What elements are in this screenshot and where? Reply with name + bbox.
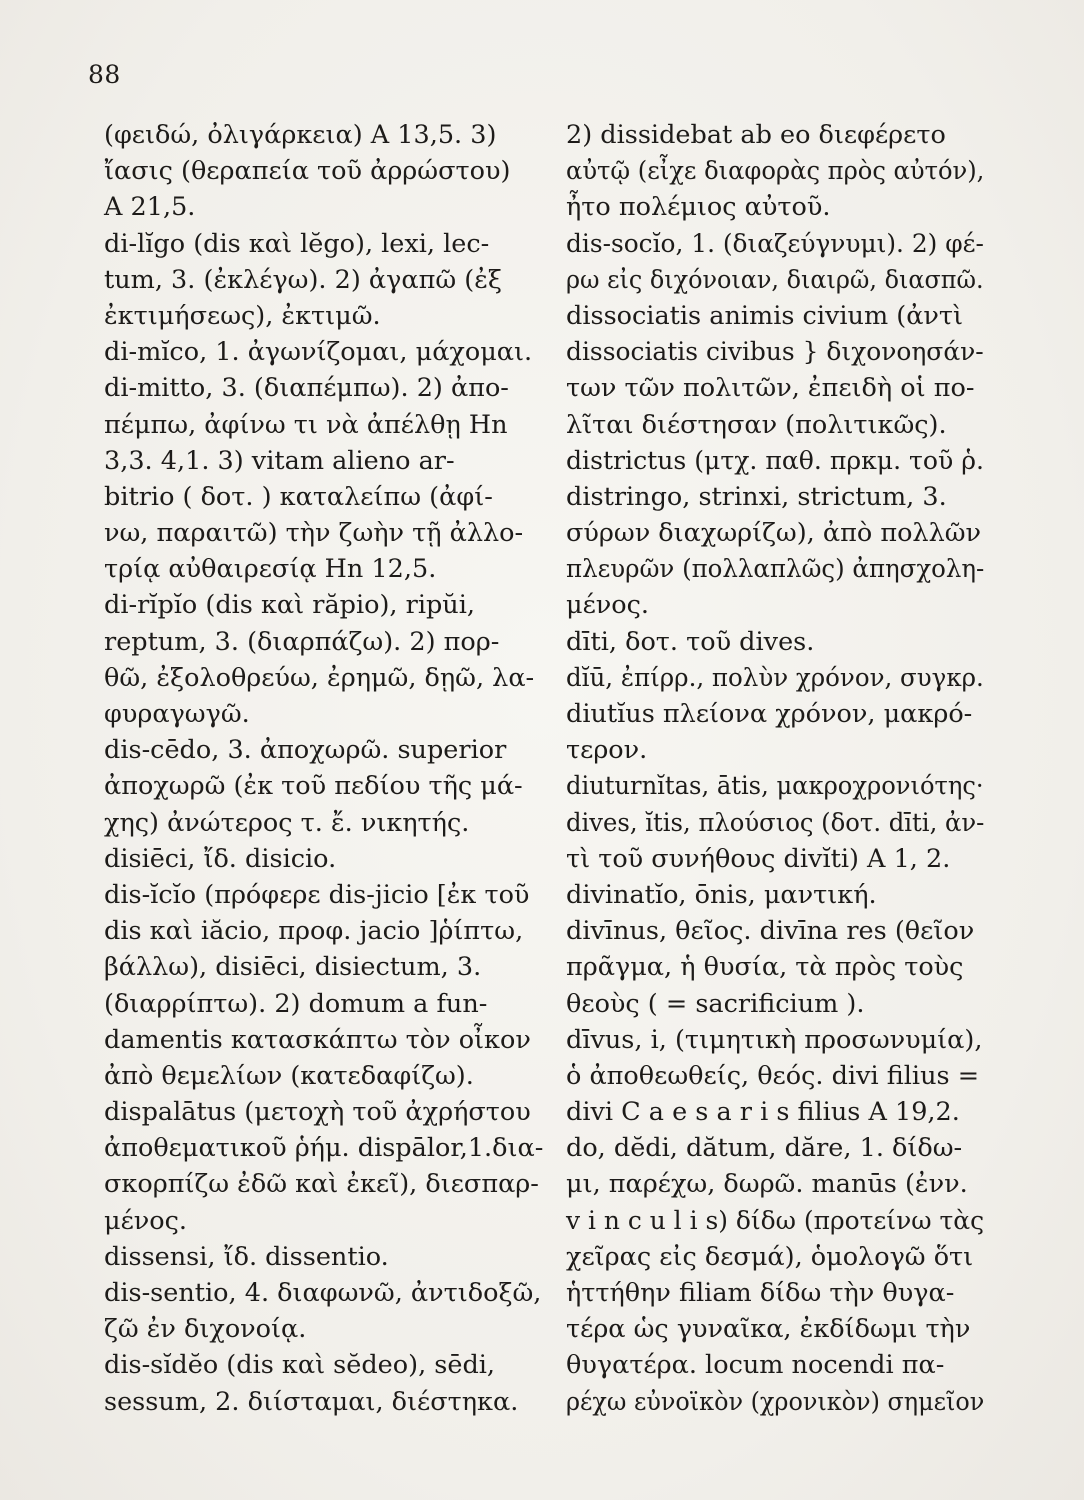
right-column bbox=[566, 117, 984, 1420]
text-line: dissociatis civibus } διχονοησάν- bbox=[566, 337, 984, 368]
text-line: ρέχω εὐνοϊκὸν (χρονικὸν) σημεῖον bbox=[566, 1386, 985, 1417]
text-line: (φειδώ, ὀλιγάρκεια) Α 13,5. 3) bbox=[104, 120, 497, 150]
text-line: σκορπίζω ἐδῶ καὶ ἐκεῖ), διεσπαρ- bbox=[104, 1169, 539, 1200]
text-line: ρω εἰς διχόνοιαν, διαιρῶ, διασπῶ. bbox=[566, 264, 984, 295]
text-line: τρίᾳ αὐθαιρεσίᾳ Hn 12,5. bbox=[104, 554, 437, 585]
text-line: τέρα ὡς γυναῖκα, ἐκδίδωμι τὴν bbox=[566, 1314, 971, 1345]
text-line: τὶ τοῦ συνήθους divĭti) Α 1, 2. bbox=[566, 843, 951, 874]
text-line: dīvus, i, (τιμητικὴ προσωνυμία), bbox=[566, 1024, 983, 1055]
text-line: χεῖρας εἰς δεσμά), ὁμολογῶ ὅτι bbox=[566, 1241, 974, 1272]
text-line: diuturnĭtas, ātis, μακροχρονιότης· bbox=[566, 771, 984, 802]
text-line: τερον. bbox=[566, 735, 648, 766]
left-column bbox=[104, 117, 552, 1420]
text-line: sessum, 2. διίσταμαι, διέστηκα. bbox=[104, 1386, 519, 1417]
text-line: μένος. bbox=[104, 1205, 188, 1236]
text-line: ἴασις (θεραπεία τοῦ ἀρρώστου) bbox=[104, 156, 511, 187]
text-line: di-mĭco, 1. ἀγωνίζομαι, μάχομαι. bbox=[104, 337, 533, 368]
text-line: bitrio ( δοτ. ) καταλείπω (ἀφί- bbox=[104, 481, 493, 512]
text-line: districtus (μτχ. παθ. πρκμ. τοῦ ῥ. bbox=[566, 445, 984, 476]
text-line: divi C a e s a r i s filius Α 19,2. bbox=[566, 1097, 960, 1128]
text-line: 3,3. 4,1. 3) vitam alieno ar- bbox=[104, 445, 455, 476]
text-line: dīti, δοτ. τοῦ dives. bbox=[566, 626, 815, 657]
text-line: distringo, strinxi, strictum, 3. bbox=[566, 481, 947, 512]
text-line: ὁ ἀποθεωθείς, θεός. divi filius = bbox=[566, 1060, 980, 1091]
text-line: πέμπω, ἀφίνω τι νὰ ἀπέλθῃ Hn bbox=[104, 409, 508, 440]
text-line: Α 21,5. bbox=[104, 192, 196, 223]
text-line: dis-sentio, 4. διαφωνῶ, ἀντιδοξῶ, bbox=[104, 1278, 542, 1308]
text-line: reptum, 3. (διαρπάζω). 2) πορ- bbox=[104, 626, 500, 657]
text-line: dis-sĭdĕo (dis καὶ sĕdeo), sēdi, bbox=[104, 1350, 496, 1381]
text-line: dis-ĭcĭo (πρόφερε dis-jicio [ἐκ τοῦ bbox=[104, 879, 530, 910]
text-line: ζῶ ἐν διχονοίᾳ. bbox=[104, 1314, 307, 1345]
text-line: μι, παρέχω, δωρῶ. manūs (ἐνν. bbox=[566, 1169, 968, 1200]
text-line: dis-socĭo, 1. (διαζεύγνυμι). 2) φέ- bbox=[566, 228, 984, 259]
text-line: φυραγωγῶ. bbox=[104, 699, 250, 729]
text-line: των τῶν πολιτῶν, ἐπειδὴ οἱ πο- bbox=[566, 373, 975, 404]
text-line: dĭū, ἐπίρρ., πολὺν χρόνον, συγκρ. bbox=[566, 662, 984, 693]
text-line: θεοὺς ( = sacrificium ). bbox=[566, 988, 865, 1019]
text-line: βάλλω), disiēci, disiectum, 3. bbox=[104, 952, 482, 983]
text-line: σύρων διαχωρίζω), ἀπὸ πολλῶν bbox=[566, 518, 982, 549]
text-line: dispalātus (μετοχὴ τοῦ ἀχρήστου bbox=[104, 1097, 531, 1128]
text-line: πρᾶγμα, ἡ θυσία, τὰ πρὸς τοὺς bbox=[566, 952, 964, 983]
text-line: θῶ, ἐξολοθρεύω, ἐρημῶ, δῃῶ, λα- bbox=[104, 662, 535, 693]
text-line: ἀποχωρῶ (ἐκ τοῦ πεδίου τῆς μά- bbox=[104, 771, 523, 802]
text-line: dissensi, ἴδ. dissentio. bbox=[104, 1241, 389, 1272]
text-line: damentis κατασκάπτω τὸν οἶκον bbox=[104, 1024, 531, 1055]
text-line: diutĭus πλείονα χρόνον, μακρό- bbox=[566, 699, 973, 729]
text-line: di-lĭgo (dis καὶ lĕgo), lexi, lec- bbox=[104, 228, 490, 259]
text-line: 2) dissidebat ab eo διεφέρετο bbox=[566, 120, 946, 150]
text-line: ἦτο πολέμιος αὐτοῦ. bbox=[566, 192, 831, 223]
text-line: divinatĭo, ōnis, μαντική. bbox=[566, 879, 877, 910]
text-line: ἡττήθην filiam δίδω τὴν θυγα- bbox=[566, 1278, 955, 1308]
text-line: χης) ἀνώτερος τ. ἔ. νικητής. bbox=[104, 807, 470, 838]
text-line: dissociatis animis civium (ἀντὶ bbox=[566, 300, 964, 331]
text-line: disiēci, ἴδ. disicio. bbox=[104, 843, 337, 874]
text-line: di-mitto, 3. (διαπέμπω). 2) ἀπο- bbox=[104, 373, 509, 404]
text-line: dis-cēdo, 3. ἀποχωρῶ. superior bbox=[104, 735, 507, 766]
text-line: μένος. bbox=[566, 590, 650, 621]
page-number: 88 bbox=[88, 60, 121, 89]
text-line: ἀπὸ θεμελίων (κατεδαφίζω). bbox=[104, 1060, 474, 1091]
text-line: di-rĭpĭo (dis καὶ răpio), ripŭi, bbox=[104, 590, 475, 621]
text-line: ἀποθεματικοῦ ῥήμ. dispālor,1.δια- bbox=[104, 1133, 544, 1164]
text-line: θυγατέρα. locum nocendi πα- bbox=[566, 1350, 945, 1381]
text-line: ἐκτιμήσεως), ἐκτιμῶ. bbox=[104, 300, 381, 331]
text-line: πλευρῶν (πολλαπλῶς) ἀπησχολη- bbox=[566, 554, 985, 585]
text-line: tum, 3. (ἐκλέγω). 2) ἀγαπῶ (ἐξ bbox=[104, 264, 502, 295]
text-line: αὐτῷ (εἶχε διαφορὰς πρὸς αὐτόν), bbox=[566, 156, 985, 187]
text-line: dis καὶ iăcio, προφ. jacio ]ῥίπτω, bbox=[104, 916, 524, 947]
text-line: v i n c u l i s) δίδω (προτείνω τὰς bbox=[566, 1205, 985, 1236]
text-line: divīnus, θεῖος. divīna res (θεῖον bbox=[566, 916, 975, 947]
text-line: dives, ĭtis, πλούσιος (δοτ. dīti, ἀν- bbox=[566, 807, 985, 838]
text-line: νω, παραιτῶ) τὴν ζωὴν τῇ ἀλλο- bbox=[104, 518, 524, 549]
text-line: (διαρρίπτω). 2) domum a fun- bbox=[104, 988, 488, 1019]
text-line: do, dĕdi, dătum, dăre, 1. δίδω- bbox=[566, 1133, 963, 1164]
text-line: λῖται διέστησαν (πολιτικῶς). bbox=[566, 409, 947, 440]
